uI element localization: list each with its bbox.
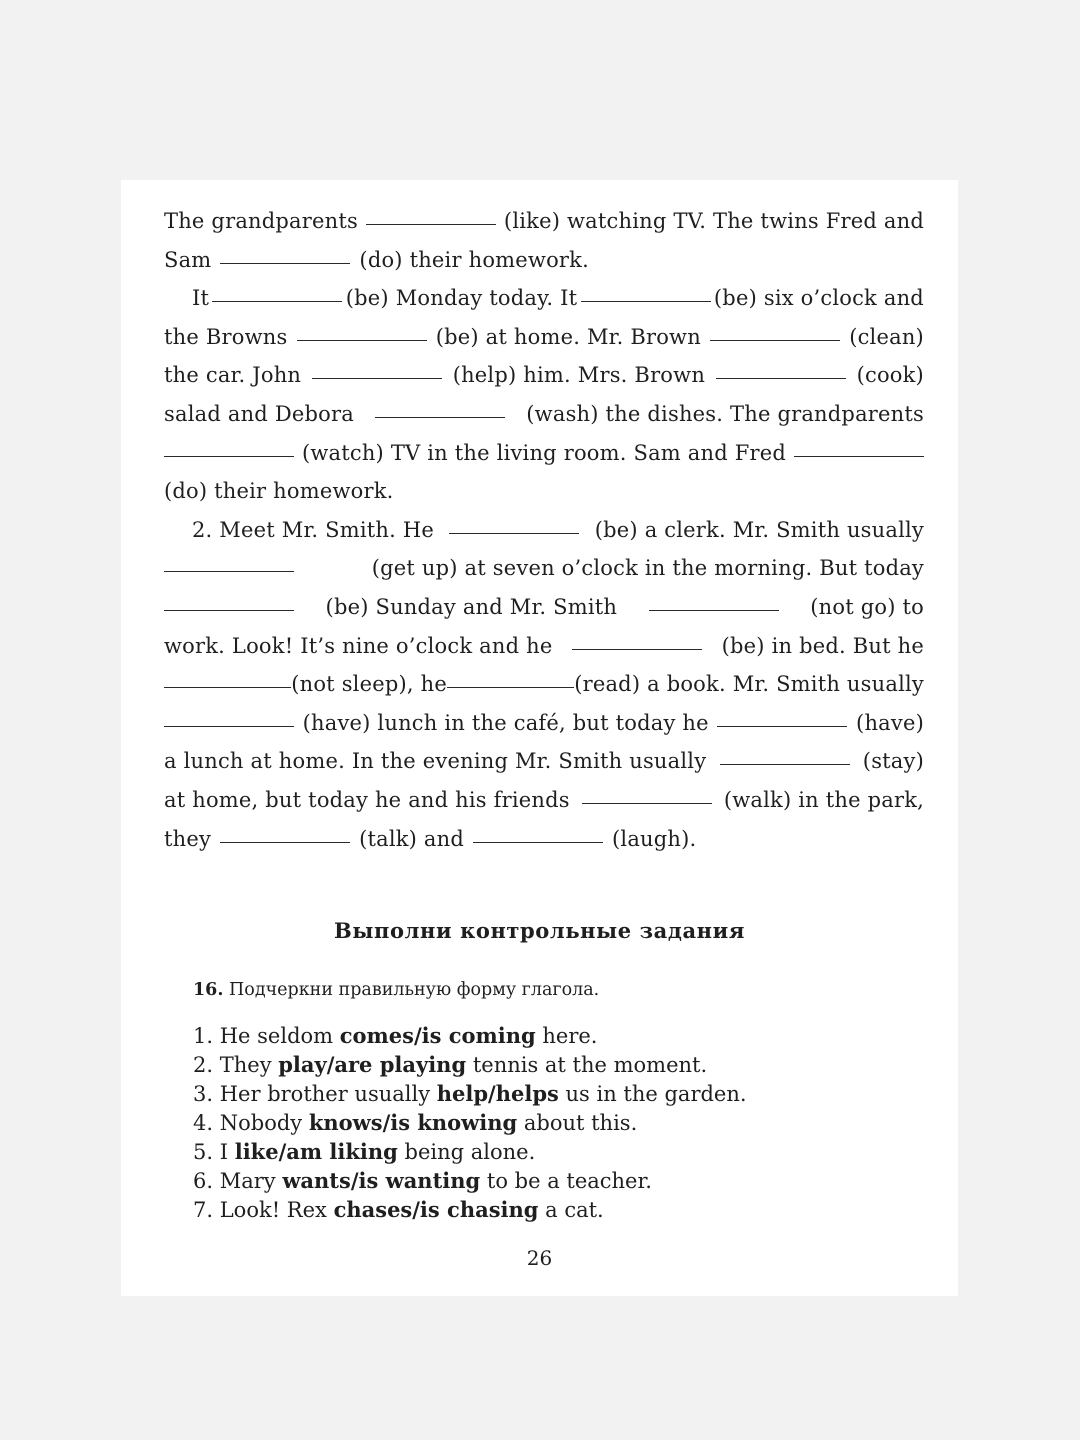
text-line <box>164 395 924 434</box>
text-segment: (do) their homework. <box>359 247 589 272</box>
text-segment: (walk) in the park, <box>723 787 924 812</box>
text-line <box>164 742 924 781</box>
text-segment: they <box>164 826 212 851</box>
text-segment: (be) Sunday and Mr. Smith <box>325 594 618 619</box>
text-segment: (be) a clerk. Mr. Smith usually <box>594 517 924 542</box>
text-line <box>164 318 924 357</box>
task-text: Подчеркни правильную форму глагола. <box>229 980 600 1000</box>
answer-blank <box>720 763 850 765</box>
text-line <box>164 820 924 859</box>
answer-blank <box>164 725 294 727</box>
verb-options[interactable]: knows/is knowing <box>308 1110 518 1135</box>
answer-blank <box>212 300 342 302</box>
verb-options[interactable]: wants/is wanting <box>282 1168 481 1193</box>
text-segment: at home, but today he and his friends <box>164 787 570 812</box>
text-line <box>164 472 924 511</box>
text-segment: (laugh). <box>612 826 697 851</box>
text-line <box>164 434 924 473</box>
text-segment: (talk) and <box>359 826 465 851</box>
text-segment: (be) in bed. But he <box>721 633 924 658</box>
text-segment: salad and Debora <box>164 401 354 426</box>
answer-blank <box>649 609 779 611</box>
answer-blank <box>220 262 350 264</box>
text-segment: (wash) the dishes. The grandparents <box>526 401 924 426</box>
text-line <box>164 202 924 241</box>
task-instruction <box>193 980 599 1000</box>
answer-blank <box>581 300 711 302</box>
book-page <box>121 180 958 1296</box>
text-segment: (like) watching TV. The twins Fred and <box>503 209 924 233</box>
list-item: 2. They play/are playing tennis at the moment. <box>193 1052 708 1077</box>
text-segment: (stay) <box>862 749 924 774</box>
answer-blank <box>366 223 496 225</box>
answer-blank <box>447 686 574 688</box>
answer-blank <box>375 416 505 418</box>
sentence-list <box>193 1021 747 1224</box>
text-segment: (not sleep), he <box>291 672 447 697</box>
text-segment: a lunch at home. In the evening Mr. Smith usually <box>164 749 707 774</box>
answer-blank <box>164 570 294 572</box>
task-number: 16. <box>193 980 224 1000</box>
text-segment: (cook) <box>856 363 924 388</box>
answer-blank <box>449 532 579 534</box>
verb-options[interactable]: chases/is chasing <box>333 1197 539 1222</box>
list-item: 1. He seldom comes/is coming here. <box>193 1023 598 1048</box>
text-line <box>164 356 924 395</box>
list-item: 4. Nobody knows/is knowing about this. <box>193 1110 638 1135</box>
verb-options[interactable]: comes/is coming <box>339 1023 536 1048</box>
answer-blank <box>164 609 294 611</box>
text-line <box>164 781 924 820</box>
answer-blank <box>572 648 702 650</box>
answer-blank <box>473 841 603 843</box>
list-item: 6. Mary wants/is wanting to be a teacher. <box>193 1168 652 1193</box>
list-item: 5. I like/am liking being alone. <box>193 1139 536 1164</box>
text-line <box>164 241 924 280</box>
page-number: 26 <box>526 1246 553 1270</box>
verb-options[interactable]: play/are playing <box>278 1052 467 1077</box>
answer-blank <box>794 455 924 457</box>
answer-blank <box>717 725 847 727</box>
text-line <box>164 279 924 318</box>
exercise-text <box>164 202 924 858</box>
answer-blank <box>164 686 291 688</box>
text-segment: (watch) TV in the living room. Sam and Fred <box>301 440 787 465</box>
text-segment: (read) a book. Mr. Smith usually <box>574 672 924 697</box>
answer-blank <box>710 339 840 341</box>
list-item: 3. Her brother usually help/helps us in the garden. <box>193 1081 747 1106</box>
text-segment: (be) at home. Mr. Brown <box>435 324 701 349</box>
answer-blank <box>220 841 350 843</box>
answer-blank <box>164 455 294 457</box>
text-line <box>164 588 924 627</box>
section-heading: Выполни контрольные задания <box>334 918 745 943</box>
text-segment: the car. John <box>164 363 302 388</box>
answer-blank <box>716 377 846 379</box>
list-item: 7. Look! Rex chases/is chasing a cat. <box>193 1197 604 1222</box>
text-segment: The grandparents <box>164 209 358 233</box>
text-segment: 2. Meet Mr. Smith. He <box>192 517 435 542</box>
answer-blank <box>297 339 427 341</box>
text-segment: (have) <box>856 710 924 735</box>
text-line <box>164 704 924 743</box>
text-line <box>164 511 924 550</box>
answer-blank <box>312 377 442 379</box>
text-segment: (not go) to <box>810 594 924 619</box>
text-segment: (be) Monday today. It <box>345 286 578 311</box>
text-segment: (get up) at seven o’clock in the morning. But today <box>371 556 924 581</box>
text-segment: (have) lunch in the café, but today he <box>302 710 709 735</box>
verb-options[interactable]: help/helps <box>436 1081 559 1106</box>
text-segment: Sam <box>164 247 212 272</box>
text-line <box>164 665 924 704</box>
text-segment: (help) him. Mrs. Brown <box>452 363 706 388</box>
verb-options[interactable]: like/am liking <box>234 1139 398 1164</box>
text-line <box>164 549 924 588</box>
text-line <box>164 627 924 666</box>
text-segment: It <box>192 286 210 311</box>
text-segment: (be) six o’clock and <box>713 286 924 311</box>
text-segment: (clean) <box>849 324 924 349</box>
text-segment: the Browns <box>164 324 288 349</box>
text-segment: work. Look! It’s nine o’clock and he <box>164 633 553 658</box>
answer-blank <box>582 802 712 804</box>
text-segment: (do) their homework. <box>164 479 394 504</box>
